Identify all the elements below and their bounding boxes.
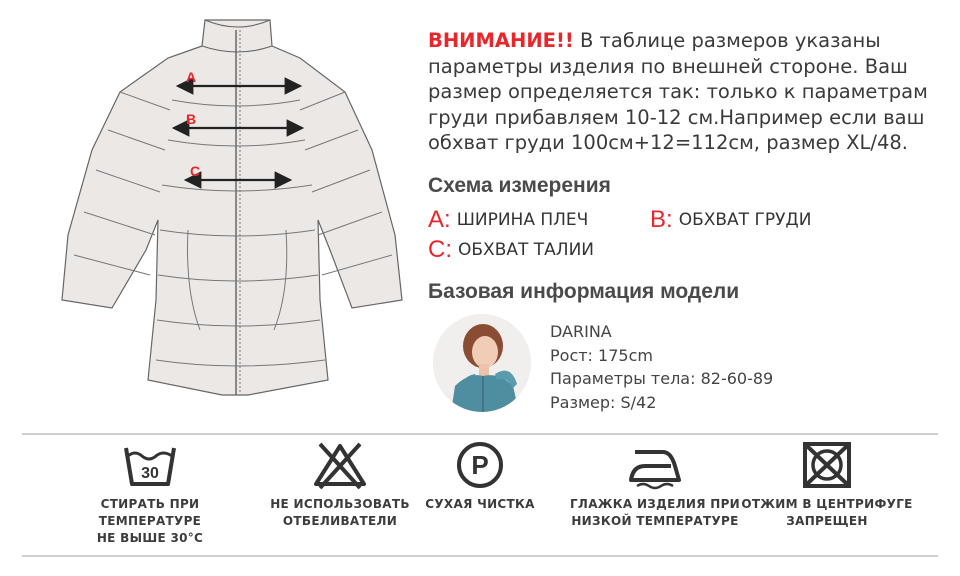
jacket-diagram xyxy=(0,0,415,400)
jacket-body xyxy=(62,20,402,395)
legend-b-letter: B: xyxy=(650,206,673,233)
care-no-tumble-line2: ЗАПРЕЩЕН xyxy=(786,514,868,528)
model-height: Рост: 175cm xyxy=(550,345,653,365)
legend-c-label: ОБХВАТ ТАЛИИ xyxy=(458,240,594,260)
dry-clean-letter: P xyxy=(471,450,489,480)
care-no-bleach-line1: НЕ ИСПОЛЬЗОВАТЬ xyxy=(270,497,410,511)
notice-line-5: обхват груди 100см+12=112см, размер XL/48. xyxy=(428,131,908,154)
no-tumble-dry-icon xyxy=(797,440,857,490)
dry-clean-icon xyxy=(450,440,510,490)
legend-a-label: ШИРИНА ПЛЕЧ xyxy=(456,210,589,230)
care-wash-line2: НЕ ВЫШЕ 30°C xyxy=(96,531,204,545)
legend-a xyxy=(428,206,588,234)
notice-line-3: размер определяется так: только к параметрам xyxy=(428,80,928,103)
care-iron xyxy=(565,440,745,530)
bottom-divider xyxy=(22,555,938,557)
notice-line-2: параметры изделия по внешней стороне. Ваш xyxy=(428,54,908,78)
wash-30-icon xyxy=(120,440,180,490)
legend-c-letter: C: xyxy=(428,236,452,263)
measurement-title: Схема измерения xyxy=(428,174,611,197)
care-iron-line2: НИЗКОЙ ТЕМПЕРАТУРЕ xyxy=(571,514,739,528)
model-avatar xyxy=(433,314,531,412)
model-size: Размер: S/42 xyxy=(550,392,657,412)
legend-c xyxy=(428,236,594,264)
model-params: Параметры тела: 82-60-89 xyxy=(550,369,774,388)
care-dry-clean xyxy=(390,440,570,513)
care-wash-line1: СТИРАТЬ ПРИ ТЕМПЕРАТУРЕ xyxy=(98,497,202,528)
label-b: B xyxy=(186,111,197,127)
care-dry-clean-line1: СУХАЯ ЧИСТКА xyxy=(425,497,535,511)
care-iron-line1: ГЛАЖКА ИЗДЕЛИЯ ПРИ xyxy=(569,497,741,511)
notice-line-1: В таблице размеров указаны xyxy=(573,29,881,52)
model-info xyxy=(550,320,773,414)
care-no-tumble-line1: ОТЖИМ В ЦЕНТРИФУГЕ xyxy=(741,497,913,511)
care-no-bleach-line2: ОТБЕЛИВАТЕЛИ xyxy=(282,514,398,528)
model-name: DARINA xyxy=(550,322,612,341)
legend-b-label: ОБХВАТ ГРУДИ xyxy=(678,210,812,230)
care-wash xyxy=(60,440,240,547)
top-divider xyxy=(22,433,938,435)
label-a: A xyxy=(186,69,197,85)
size-notice xyxy=(428,28,948,156)
notice-line-4: груди прибавляем 10-12 см.Например если ваш xyxy=(428,105,925,129)
legend-b xyxy=(650,206,811,234)
model-title: Базовая информация модели xyxy=(428,280,740,303)
no-bleach-icon xyxy=(310,440,370,490)
warning-label: ВНИМАНИЕ!! xyxy=(428,29,574,52)
care-no-tumble xyxy=(737,440,917,530)
wash-number: 30 xyxy=(141,465,159,482)
legend-a-letter: A: xyxy=(428,206,451,233)
low-iron-icon xyxy=(625,440,685,490)
label-c: C xyxy=(190,163,201,179)
